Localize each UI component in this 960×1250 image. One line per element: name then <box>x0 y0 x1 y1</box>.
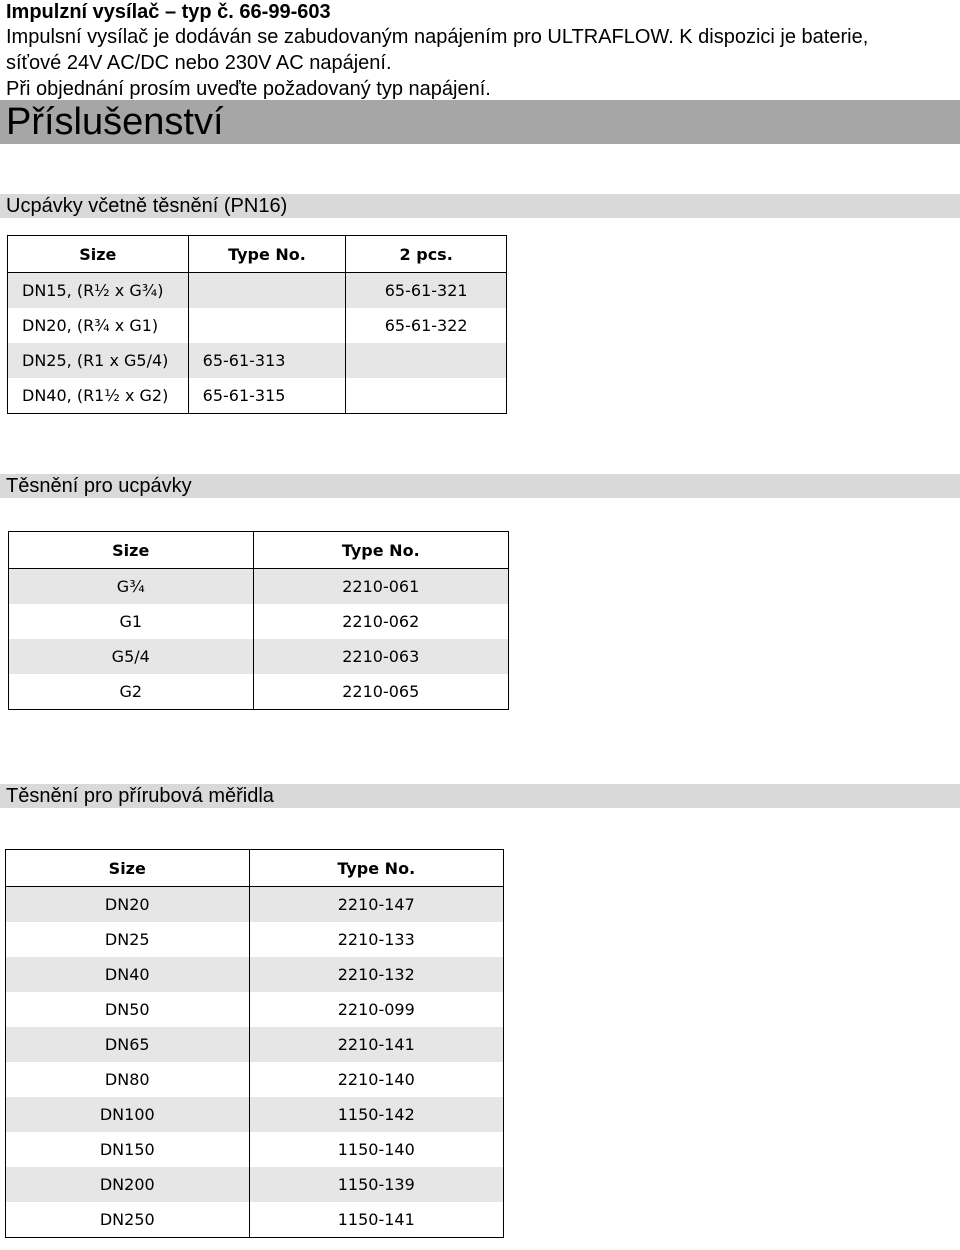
cell-size: DN40, (R1½ x G2) <box>8 378 189 414</box>
gland-gaskets-subsection-header <box>0 474 960 498</box>
column-header-type-no: Type No. <box>188 236 346 273</box>
accessories-title: Příslušenství <box>6 101 224 143</box>
table-row <box>6 1167 504 1202</box>
cell-type-no: 2210-133 <box>249 922 503 957</box>
cell-type-no: 2210-147 <box>249 887 503 923</box>
cell-type-no: 1150-139 <box>249 1167 503 1202</box>
column-header-size: Size <box>9 532 254 569</box>
table-row <box>9 674 509 710</box>
table-row <box>8 308 507 343</box>
table-row <box>8 378 507 414</box>
column-header-type-no: Type No. <box>249 850 503 887</box>
cell-type-no: 65-61-313 <box>188 343 346 378</box>
cell-type-no: 2210-065 <box>253 674 509 710</box>
flange-gaskets-table <box>5 849 504 1238</box>
table-row <box>6 1202 504 1238</box>
cell-size: DN50 <box>6 992 250 1027</box>
gland-gaskets-table <box>8 531 509 710</box>
description-line-1: Impulsní vysílač je dodáván se zabudovaným napájením pro ULTRAFLOW. K dispozici je baterie, <box>6 26 869 48</box>
table-row <box>9 639 509 674</box>
column-header-2-pcs: 2 pcs. <box>346 236 507 273</box>
column-header-type-no: Type No. <box>253 532 509 569</box>
column-header-size: Size <box>8 236 189 273</box>
flange-gaskets-subsection-header <box>0 784 960 808</box>
table-row <box>9 569 509 605</box>
cell-size: DN25, (R1 x G5/4) <box>8 343 189 378</box>
cell-type-no: 65-61-315 <box>188 378 346 414</box>
cell-size: DN25 <box>6 922 250 957</box>
table-row <box>8 273 507 309</box>
cell-size: DN40 <box>6 957 250 992</box>
pulse-transmitter-description <box>6 24 946 102</box>
cell-2-pcs: 65-61-321 <box>346 273 507 309</box>
cell-type-no: 1150-141 <box>249 1202 503 1238</box>
cell-2-pcs <box>346 378 507 414</box>
table-row <box>6 1062 504 1097</box>
table-header-row <box>9 532 509 569</box>
gland-gaskets-title: Těsnění pro ucpávky <box>6 475 192 497</box>
pulse-transmitter-heading: Impulzní vysílač – typ č. 66-99-603 <box>6 1 331 23</box>
cell-size: DN80 <box>6 1062 250 1097</box>
table-header-row <box>6 850 504 887</box>
cell-type-no: 2210-141 <box>249 1027 503 1062</box>
cell-size: DN20, (R¾ x G1) <box>8 308 189 343</box>
cell-2-pcs <box>346 343 507 378</box>
cell-size: DN20 <box>6 887 250 923</box>
description-line-2: síťové 24V AC/DC nebo 230V AC napájení. <box>6 52 392 74</box>
description-line-3: Při objednání prosím uveďte požadovaný typ napájení. <box>6 78 491 100</box>
cell-type-no <box>188 308 346 343</box>
table-row <box>8 343 507 378</box>
cell-type-no: 2210-063 <box>253 639 509 674</box>
table-row <box>6 887 504 923</box>
cell-2-pcs: 65-61-322 <box>346 308 507 343</box>
cell-size: DN250 <box>6 1202 250 1238</box>
table-row <box>6 1097 504 1132</box>
cell-size: G2 <box>9 674 254 710</box>
cell-size: DN65 <box>6 1027 250 1062</box>
cell-size: DN100 <box>6 1097 250 1132</box>
cell-size: DN150 <box>6 1132 250 1167</box>
cell-size: G5/4 <box>9 639 254 674</box>
table-row <box>6 1132 504 1167</box>
cell-type-no: 2210-061 <box>253 569 509 605</box>
cell-size: DN200 <box>6 1167 250 1202</box>
table-row <box>6 992 504 1027</box>
cell-type-no: 2210-140 <box>249 1062 503 1097</box>
cell-size: G1 <box>9 604 254 639</box>
cell-size: DN15, (R½ x G¾) <box>8 273 189 309</box>
table-row <box>6 1027 504 1062</box>
cell-type-no: 1150-142 <box>249 1097 503 1132</box>
table-row <box>6 957 504 992</box>
table-row <box>6 922 504 957</box>
cell-type-no: 1150-140 <box>249 1132 503 1167</box>
cell-type-no: 2210-062 <box>253 604 509 639</box>
cell-type-no <box>188 273 346 309</box>
table-row <box>9 604 509 639</box>
glands-table <box>7 235 507 414</box>
glands-title: Ucpávky včetně těsnění (PN16) <box>6 195 288 217</box>
cell-type-no: 2210-132 <box>249 957 503 992</box>
cell-size: G¾ <box>9 569 254 605</box>
table-header-row <box>8 236 507 273</box>
accessories-section-header <box>0 100 960 144</box>
flange-gaskets-title: Těsnění pro přírubová měřidla <box>6 785 274 807</box>
glands-subsection-header <box>0 194 960 218</box>
column-header-size: Size <box>6 850 250 887</box>
cell-type-no: 2210-099 <box>249 992 503 1027</box>
